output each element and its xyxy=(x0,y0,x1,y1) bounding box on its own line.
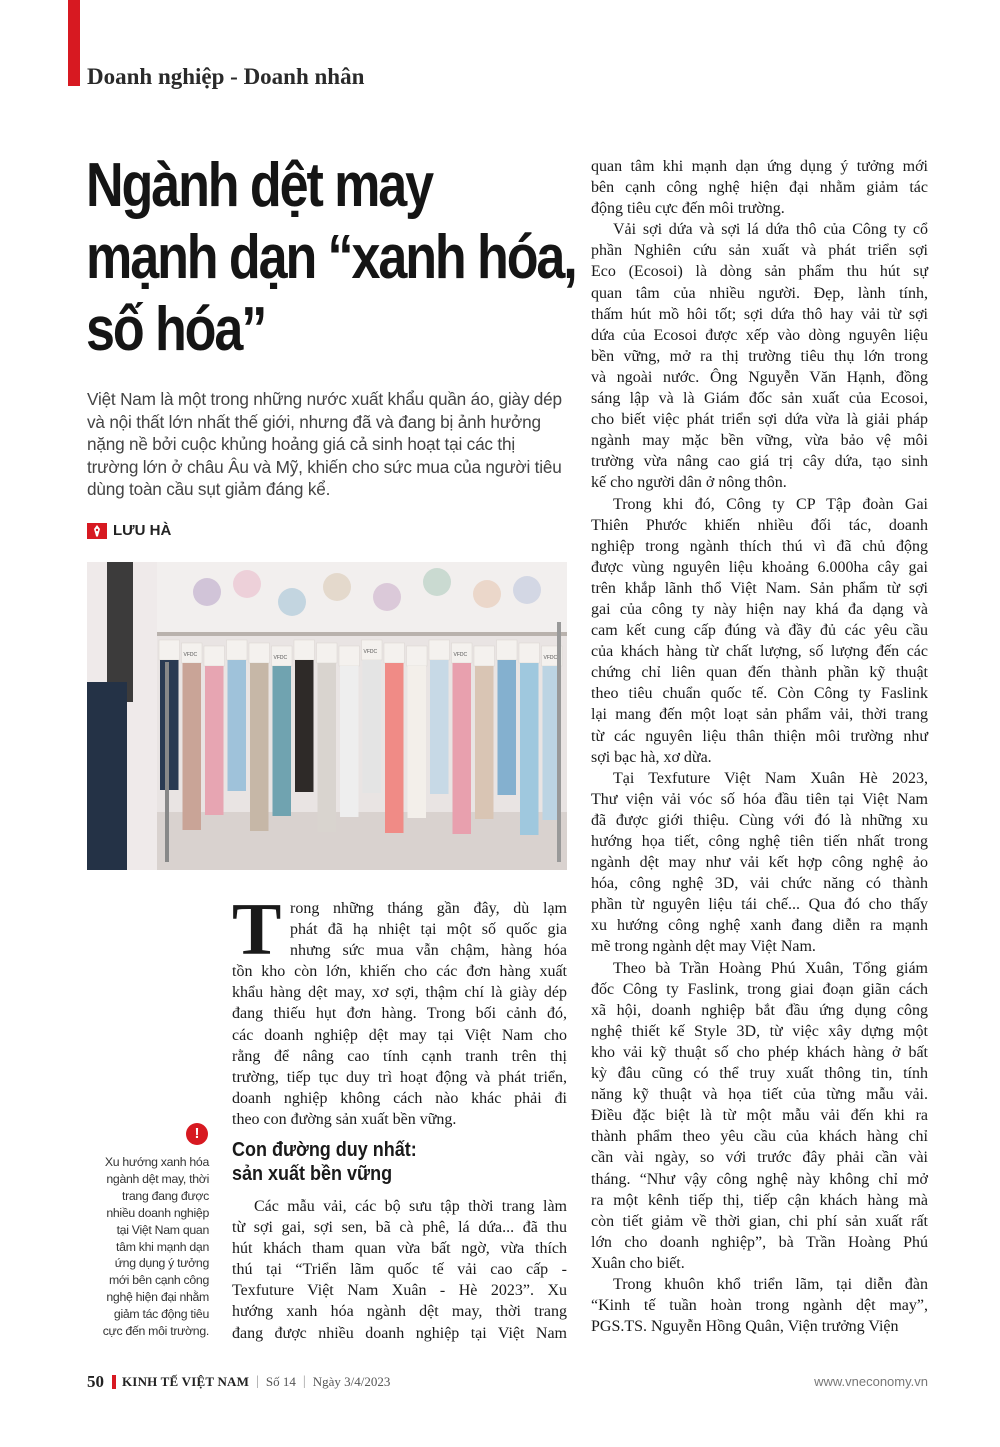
section-accent-bar xyxy=(68,0,80,86)
body-line: xã hội, doanh nghiệp bắt đầu ứng dụng công xyxy=(591,1001,928,1019)
body-line: phát đã hạ nhiệt tại một số quốc gia xyxy=(290,921,567,939)
issue-date: Ngày 3/4/2023 xyxy=(312,1374,391,1389)
body-line: hóa, công nghệ 3D, vải chức năng có thành xyxy=(591,875,928,893)
body-line: Eco (Ecosoi) là dòng sản phẩm thu hút sự xyxy=(591,263,928,281)
caption-line: cực đến môi trường. xyxy=(102,1324,209,1339)
pen-icon xyxy=(87,523,107,539)
swatch-tag-label: VFDC xyxy=(543,655,558,661)
body-line: khẩu hàng dệt may, xơ sợi, thậm chí là giày dép xyxy=(232,984,567,1002)
body-line: thú tại “Triển lãm quốc tế vải cao cấp - xyxy=(232,1261,567,1279)
body-line: xu hướng công nghệ xanh đang diễn ra mạnh xyxy=(591,917,928,935)
fabric-swatch xyxy=(520,663,539,835)
caption-line: Xu hướng xanh hóa xyxy=(104,1155,209,1169)
background-decor xyxy=(423,568,451,596)
body-line: và ngoài nước. Ông Nguyễn Văn Hạnh, đồng xyxy=(591,368,928,386)
body-line: cam kết cung cấp đúng và đầy đủ các yêu cầu xyxy=(591,622,928,640)
issue-number: Số 14 xyxy=(265,1374,296,1389)
caption-line: trang đang được xyxy=(121,1188,209,1203)
body-line: gai của công ty này hiện nay khá đa dạng và xyxy=(591,600,928,618)
fabric-swatch xyxy=(183,663,202,830)
fabric-swatch xyxy=(295,660,314,792)
fabric-swatch xyxy=(498,660,517,795)
fabric-swatch xyxy=(205,666,224,815)
caption-line: nhiều doanh nghiệp xyxy=(106,1205,209,1220)
caption-line: tại Việt Nam quan xyxy=(116,1222,209,1237)
body-line: kỳ đâu cũng có thể truy xuất thông tin, tính xyxy=(591,1065,928,1083)
body-line: quan tâm khi mạnh dạn ứng dụng ý tưởng mới xyxy=(591,158,928,175)
swatch-tag xyxy=(159,640,180,660)
caption-line: ngành dệt may, thời xyxy=(106,1171,209,1186)
background-decor xyxy=(373,583,401,611)
body-line: sáng lập và là Giám đốc sản xuất của Ecosoi, xyxy=(591,390,928,408)
caption-line: mới bên cạnh công xyxy=(108,1273,209,1288)
body-line: hướng xanh hóa ngành dệt may, thời trang xyxy=(232,1303,567,1321)
body-line: Điều đặc biệt là từ một mẫu vải đến khi ra xyxy=(591,1107,928,1125)
swatch-tag xyxy=(429,640,450,660)
fabric-swatch xyxy=(453,663,472,834)
body-line: hút khách tham quan vừa bất ngờ, vừa thích xyxy=(232,1240,567,1258)
body-line: đang được nhiều doanh nghiệp tại Việt Nam xyxy=(232,1324,567,1342)
body-line: ra một kênh tiếp thị, tiếp cận khách hàng mà xyxy=(591,1191,928,1209)
body-line: được vùng nguyên liệu khoảng 6.000ha cây gai xyxy=(591,558,928,576)
page-footer xyxy=(87,1372,390,1392)
body-line: Texfuture Việt Nam Xuân - Hè 2023”. Xu xyxy=(232,1282,567,1300)
headline-line: mạnh dạn “xanh hóa, xyxy=(86,223,576,292)
fabric-swatch xyxy=(250,663,269,831)
footer-separator: | xyxy=(256,1374,259,1389)
dark-fabric xyxy=(87,682,127,870)
background-decor xyxy=(193,578,221,606)
photo-caption xyxy=(88,1154,209,1340)
body-line: Trong khi đó, Công ty CP Tập đoàn Gai xyxy=(613,495,928,513)
swatch-tag xyxy=(249,643,270,663)
body-line: nhưng sức mua vẫn chậm, hàng hóa xyxy=(290,942,567,960)
body-line: động tiêu cực đến môi trường. xyxy=(591,200,785,218)
body-line: lại mang đến một loạt sản phẩm vải, thời trang xyxy=(591,706,928,724)
alert-icon: ! xyxy=(186,1123,208,1145)
fabric-swatch xyxy=(160,660,179,790)
body-line: đốc Công ty Faslink, trong giai đoạn giãn cách xyxy=(591,980,928,998)
body-line: “Kinh tế tuần hoàn trong ngành dệt may”, xyxy=(591,1297,928,1315)
fabric-swatch xyxy=(385,663,404,833)
lead-line: và nội thất lớn nhất thế giới, nhưng đã và đang bị ảnh hưởng xyxy=(87,411,541,432)
section-label: Doanh nghiệp - Doanh nhân xyxy=(87,64,365,89)
body-line: Thư viện vải vóc số hóa đầu tiên tại Việt Nam xyxy=(591,790,928,808)
body-line: từ các nguyên liệu thân thiện môi trường như xyxy=(591,727,928,745)
body-line: trường, tiếp tục duy trì hoạt động và phát triển, xyxy=(232,1068,567,1086)
body-line: dứa của Ecosoi được xếp vào dòng nguyên liệu xyxy=(591,326,928,344)
lead-line: Việt Nam là một trong những nước xuất khẩu quần áo, giày dép xyxy=(87,389,562,409)
caption-line: nghệ hiện đại nhằm xyxy=(106,1290,209,1305)
fabric-swatch xyxy=(228,660,247,791)
swatch-tag xyxy=(497,640,518,660)
body-line: từ sợi gai, sợi sen, bã cà phê, lá dứa... đã thu xyxy=(232,1219,567,1237)
lead-line: nặng nề bởi cuộc khủng hoảng giá cả sinh hoạt tại các thị xyxy=(87,434,515,454)
body-line: phần Nghiên cứu sản xuất và phát triển sợi xyxy=(591,242,928,260)
body-line: sợi bạc hà, xơ dừa. xyxy=(591,748,712,766)
body-line: nghiệp trong ngành thích thú vì đã chủ động xyxy=(591,537,928,555)
fabric-swatch xyxy=(273,666,292,816)
body-line: Theo bà Trần Hoàng Phú Xuân, Tổng giám xyxy=(613,959,928,977)
footer-accent xyxy=(112,1375,116,1389)
body-line: trường vừa nâng cao giá trị cây dứa, tạo sinh xyxy=(591,453,928,471)
background-decor xyxy=(323,573,351,601)
body-line: trên khắp lãnh thổ Việt Nam. Sản phẩm từ sợi xyxy=(591,579,928,597)
body-line: các doanh nghiệp dệt may tại Việt Nam cho xyxy=(232,1026,567,1044)
article-photo xyxy=(87,562,567,870)
article-body-left xyxy=(232,1196,567,1344)
body-line: Thiên Phước khiến nhiều đối tác, doanh xyxy=(591,516,928,534)
swatch-tag-label: VFDC xyxy=(453,652,468,658)
drop-cap: T xyxy=(232,889,282,971)
body-line: Xuân cho biết. xyxy=(591,1254,685,1272)
body-line: còn tiết giảm về thời gian, chi phí sản xuất rất xyxy=(591,1212,928,1230)
article-body-right xyxy=(591,156,928,1337)
body-line: đang thiếu hụt đơn hàng. Trong bối cảnh đó, xyxy=(232,1005,567,1023)
swatch-tag xyxy=(519,643,540,663)
body-line: hướng họa tiết, công nghệ tiên tiến nhất trong xyxy=(591,833,928,850)
subheading-line: Con đường duy nhất: xyxy=(232,1139,417,1161)
body-line: bên cạnh công nghệ hiện đại nhằm giảm tác xyxy=(591,179,928,197)
body-line: cho biết việc phát triển sợi dứa vừa là giải pháp xyxy=(591,411,928,429)
background-decor xyxy=(473,580,501,608)
background-decor xyxy=(513,576,541,604)
swatch-tag-label: VFDC xyxy=(273,655,288,661)
body-line: theo tiêu chuẩn quốc tế. Còn Công ty Faslink xyxy=(591,685,928,703)
swatch-tag xyxy=(384,643,405,663)
body-line: doanh nghiệp không cách nào khác phải đi xyxy=(232,1089,567,1107)
body-line: tồn kho còn lớn, khiến cho các đơn hàng xuất xyxy=(232,963,567,981)
body-line: Trong khuôn khổ triển lãm, tại diễn đàn xyxy=(613,1275,928,1293)
hanging-item xyxy=(107,562,133,702)
headline xyxy=(86,150,576,366)
page-number: 50 xyxy=(87,1372,104,1391)
body-line: của khách hàng từ chất lượng, số lượng đến các xyxy=(591,643,928,661)
body-line: bền vững, mở ra thị trường tiêu thụ lớn trong xyxy=(591,347,928,365)
lead-paragraph xyxy=(87,388,562,501)
author-name: LƯU HÀ xyxy=(113,522,172,539)
body-line: Vải sợi dứa và sợi lá dứa thô của Công ty cổ xyxy=(613,221,928,239)
swatch-tag xyxy=(407,646,428,666)
body-line: kho vải kỹ thuật số cho phép khách hàng ở bất xyxy=(591,1043,928,1061)
author-byline xyxy=(87,522,171,539)
fabric-swatch xyxy=(340,666,359,817)
fabric-swatch xyxy=(363,660,382,793)
body-line: PGS.TS. Nguyễn Hồng Quân, Viện trưởng Viện xyxy=(591,1318,899,1336)
publication-name: KINH TẾ VIỆT NAM xyxy=(122,1374,250,1389)
hanger-rod xyxy=(157,632,567,636)
swatch-tag xyxy=(474,646,495,666)
body-line: phần từ nguyên liệu tái chế... Qua đó cho thấy xyxy=(591,896,928,914)
body-line: thấm hút mồ hôi tốt; sợi dứa thô hay vải từ sợi xyxy=(591,305,928,323)
body-line: Tại Texfuture Việt Nam Xuân Hè 2023, xyxy=(613,769,928,787)
fabric-swatch xyxy=(475,666,494,819)
body-line: đã được giới thiệu. Cùng với đó là những xu xyxy=(591,811,928,829)
swatch-tag xyxy=(294,640,315,660)
body-line: lớn cho doanh nghiệp”, bà Trần Hoàng Phú xyxy=(591,1233,928,1251)
caption-line: giảm tác động tiêu xyxy=(113,1307,209,1322)
headline-line: số hóa” xyxy=(86,295,266,364)
background-decor xyxy=(233,570,261,598)
fabric-swatch xyxy=(318,663,337,832)
body-line: chứng chỉ liên quan đến thành phần kỹ thuật xyxy=(591,664,928,682)
swatch-tag xyxy=(339,646,360,666)
lead-line: trường lớn ở châu Âu và Mỹ, khiến cho sức mua của người tiêu xyxy=(87,456,562,477)
swatch-tag xyxy=(317,643,338,663)
body-line: kế cho người dân ở nông thôn. xyxy=(591,474,787,492)
subheading-line: sản xuất bền vững xyxy=(232,1163,393,1185)
subheading xyxy=(232,1138,534,1186)
body-line: mẽ trong ngành dệt may Việt Nam. xyxy=(591,938,816,956)
rack-pole xyxy=(165,662,169,862)
website-link[interactable]: www.vneconomy.vn xyxy=(814,1374,928,1389)
caption-line: ứng dụng ý tưởng xyxy=(114,1256,209,1271)
body-line: tháng. “Như vậy công nghệ này không chỉ mở xyxy=(591,1170,928,1188)
body-line: Các mẫu vải, các bộ sưu tập thời trang làm xyxy=(254,1198,567,1215)
body-line: ngành may mặc bền vững, vừa bảo vệ môi xyxy=(591,432,928,450)
article-intro xyxy=(232,889,567,1130)
swatch-tag-label: VFDC xyxy=(183,652,198,658)
body-line: rằng để nâng cao tính cạnh tranh trên thị xyxy=(232,1047,567,1065)
body-line: cần vài ngày, so với trước đây phải cần vài xyxy=(591,1149,928,1167)
footer-separator: | xyxy=(302,1374,306,1389)
headline-line: Ngành dệt may xyxy=(86,151,433,220)
fabric-swatches-image xyxy=(87,562,567,870)
swatch-tag-label: VFDC xyxy=(363,649,378,655)
background-decor xyxy=(278,588,306,616)
swatch-tag xyxy=(204,646,225,666)
body-line: ngành dệt may như vải kết hợp công nghệ ảo xyxy=(591,854,928,872)
body-line: nghệ thiết kế Style 3D, từ việc xây dựng một xyxy=(591,1022,928,1040)
body-line: thành phẩm theo yêu cầu của khách hàng chỉ xyxy=(591,1128,928,1146)
lead-line: dùng toàn cầu sụt giảm đáng kể. xyxy=(87,479,331,499)
rack-pole xyxy=(557,622,561,862)
body-line: quan tâm của nhiều người. Đẹp, lành tính, xyxy=(591,284,928,302)
fabric-swatch xyxy=(430,660,449,794)
body-line: năng kỹ thuật và họa tiết của từng mẫu vải. xyxy=(591,1086,928,1104)
caption-line: tâm khi mạnh dạn xyxy=(116,1239,209,1254)
swatch-tag xyxy=(227,640,248,660)
body-line: rong những tháng gần đây, dù lạm xyxy=(290,900,567,917)
body-line: theo con đường sản xuất bền vững. xyxy=(232,1110,457,1128)
fabric-swatch xyxy=(408,666,427,818)
